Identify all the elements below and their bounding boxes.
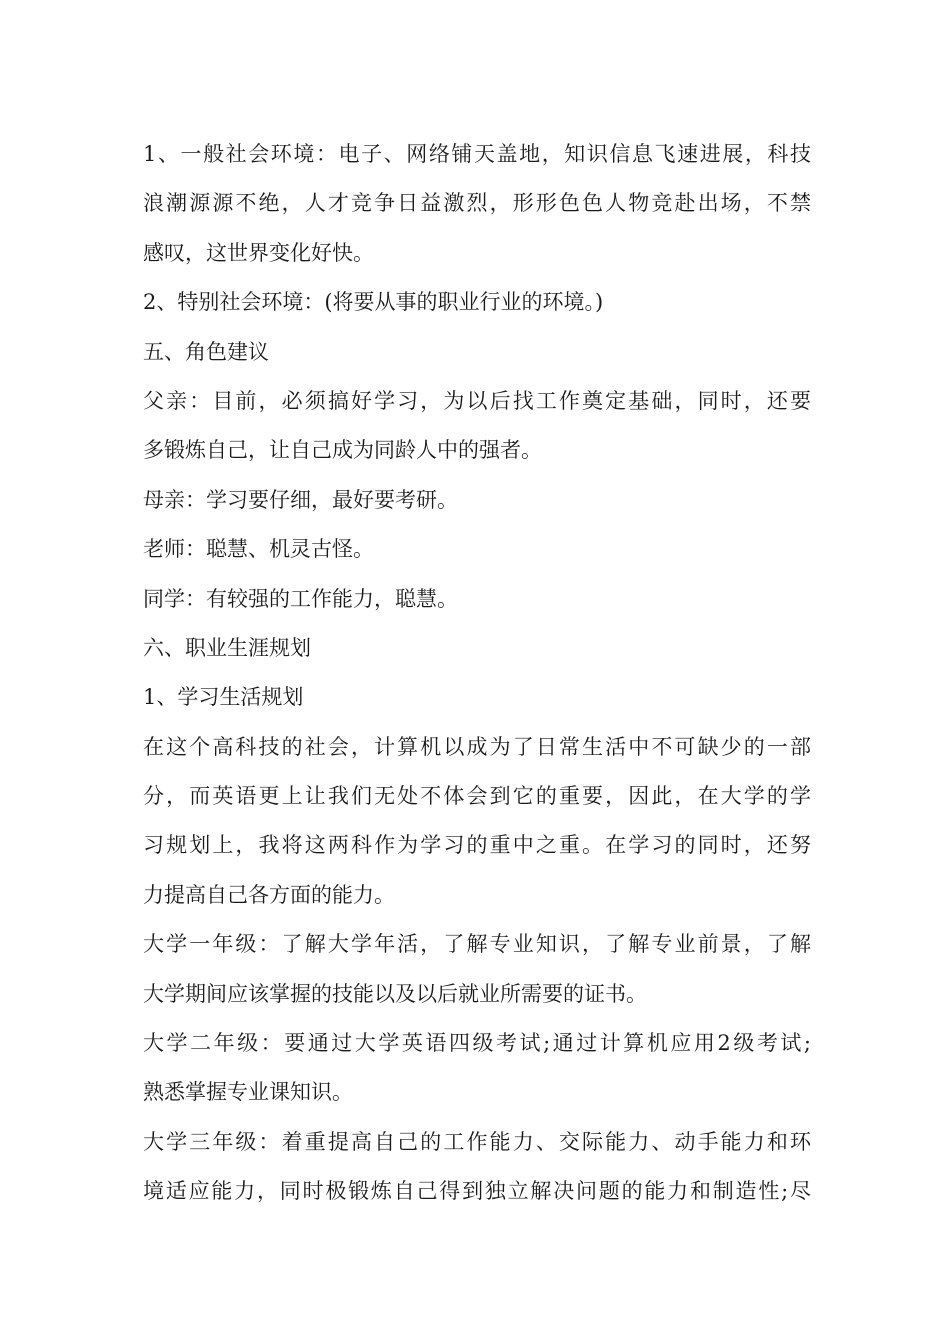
text-line: 母亲：学习要仔细，最好要考研。 <box>143 487 458 512</box>
text-line: 在这个高科技的社会，计算机以成为了日常生活中不可缺少的一部 <box>143 734 811 759</box>
text-line: 五、角色建议 <box>143 339 269 364</box>
text-line: 同学：有较强的工作能力，聪慧。 <box>143 586 458 611</box>
text-line: 大学一年级：了解大学年活，了解专业知识，了解专业前景，了解 <box>143 932 811 957</box>
text-line: 分，而英语更上让我们无处不体会到它的重要，因此，在大学的学 <box>143 784 811 809</box>
text-line: 境适应能力，同时极锻炼自己得到独立解决问题的能力和制造性;尽 <box>143 1179 811 1204</box>
text-line: 1、学习生活规划 <box>143 685 304 710</box>
text-line: 1、一般社会环境：电子、网络铺天盖地，知识信息飞速进展，科技 <box>143 142 811 166</box>
text-line: 熟悉掌握专业课知识。 <box>143 1080 353 1105</box>
text-line: 2、特别社会环境：(将要从事的职业行业的环境。) <box>143 290 604 315</box>
text-line: 大学期间应该掌握的技能以及以后就业所需要的证书。 <box>143 981 647 1006</box>
text-line: 感叹，这世界变化好快。 <box>143 240 374 265</box>
text-line: 浪潮源源不绝，人才竞争日益激烈，形形色色人物竞赴出场，不禁 <box>143 191 811 216</box>
text-line: 习规划上，我将这两科作为学习的重中之重。在学习的同时，还努 <box>143 833 811 858</box>
text-line: 老师：聪慧、机灵古怪。 <box>143 537 374 562</box>
text-line: 大学二年级：要通过大学英语四级考试;通过计算机应用2级考试; <box>143 1031 811 1056</box>
text-line: 大学三年级：着重提高自己的工作能力、交际能力、动手能力和环 <box>143 1129 811 1154</box>
text-line: 多锻炼自己，让自己成为同龄人中的强者。 <box>143 438 542 463</box>
text-line: 父亲：目前，必须搞好学习，为以后找工作奠定基础，同时，还要 <box>143 388 811 413</box>
document-body <box>143 130 811 1217</box>
text-line: 力提高自己各方面的能力。 <box>143 882 395 907</box>
text-line: 六、职业生涯规划 <box>143 635 311 660</box>
